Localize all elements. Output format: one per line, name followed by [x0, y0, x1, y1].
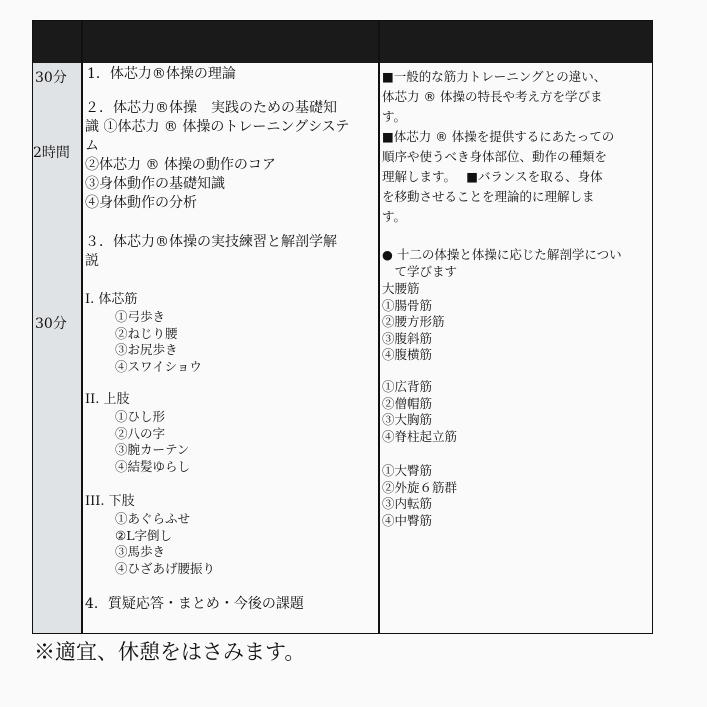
exercise-item: ①あぐらふせ [115, 511, 191, 526]
muscle-item: ③腹斜筋 [382, 330, 433, 346]
group-title: II. 上肢 [85, 392, 130, 407]
exercise-item: ①ひし形 [115, 409, 166, 424]
section-1-title: 1．体芯力®体操の理論 [87, 66, 236, 82]
section-2-line: ２．体芯力®体操 実践のための基礎知 [85, 100, 337, 116]
exercise-item: ②八の字 [115, 425, 166, 441]
overview-line: 体芯力 ® 体操の特長や考え方を学びま [382, 89, 603, 104]
overview-text [382, 67, 614, 227]
exercise-item: ③お尻歩き [115, 342, 178, 357]
muscle-item: ④中臀筋 [382, 512, 433, 528]
program-column [83, 63, 378, 633]
time-label-1: 30分 [35, 70, 67, 86]
exercise-item: ③腕カーテン [115, 442, 190, 457]
section-3-line: 説 [85, 253, 99, 269]
section-2 [85, 99, 349, 213]
muscle-item: ①大臀筋 [382, 463, 433, 478]
time-label-3: 30分 [35, 316, 67, 332]
time-label-2: 2時間 [33, 145, 70, 161]
muscle-list-core [382, 281, 445, 364]
section-2-line: ム [85, 138, 99, 154]
group-upper [85, 391, 190, 475]
overview-line: 順序や使うべき身体部位、動作の種類を [382, 149, 608, 164]
overview-line: 理解します。 ■バランスを取る、身体 [382, 169, 603, 184]
muscle-item: ④脊柱起立筋 [382, 428, 458, 444]
muscle-item: ④腹横筋 [382, 347, 433, 362]
schedule-table [32, 20, 653, 634]
overview-line: す。 [382, 109, 407, 124]
anatomy-intro-line: て学びます [382, 263, 458, 279]
muscle-item: ③大胸筋 [382, 412, 433, 427]
group-title: III. 下肢 [85, 494, 135, 509]
muscle-item: 大腰筋 [382, 281, 420, 296]
overview-line: ■一般的な筋力トレーニングとの違い、 [382, 69, 607, 84]
group-lower [85, 493, 215, 577]
exercise-item: ②ねじり腰 [115, 325, 178, 341]
exercise-item: ④スワイショウ [115, 358, 202, 374]
exercise-item: ②L字倒し [115, 527, 173, 543]
muscle-list-upper [382, 379, 457, 445]
section-2-line: ④身体動作の分析 [85, 195, 197, 211]
muscle-item: ①腸骨筋 [382, 297, 433, 313]
table-header-bar [33, 21, 652, 63]
section-2-line: 識 ①体芯力 ® 体操のトレーニングシステ [85, 119, 350, 135]
exercise-item: ④ひざあげ腰振り [115, 560, 216, 576]
exercise-item: ④結髪ゆらし [115, 458, 191, 474]
muscle-list-lower [382, 463, 457, 529]
overview-line: ■体芯力 ® 体操を提供するにあたっての [382, 129, 615, 144]
section-4-title: 4．質疑応答・まとめ・今後の課題 [85, 596, 304, 612]
muscle-item: ③内転筋 [382, 496, 433, 511]
overview-line: を移動させることを理論的に理解しま [382, 189, 595, 204]
section-2-line: ③身体動作の基礎知識 [85, 176, 225, 192]
group-core [85, 291, 202, 375]
exercise-item: ①弓歩き [115, 309, 166, 324]
muscle-item: ②外旋６筋群 [382, 479, 458, 495]
anatomy-intro [382, 247, 622, 280]
description-column [380, 63, 652, 633]
section-3-line: ３．体芯力®体操の実技練習と解剖学解 [85, 234, 337, 250]
anatomy-intro-line: ● 十二の体操と体操に応じた解剖学につい [382, 247, 622, 262]
group-title: I. 体芯筋 [85, 292, 138, 307]
overview-line: す。 [382, 209, 407, 224]
section-3 [85, 233, 337, 271]
muscle-item: ①広背筋 [382, 379, 433, 394]
muscle-item: ②腰方形筋 [382, 314, 445, 329]
exercise-item: ③馬歩き [115, 544, 166, 559]
muscle-item: ②僧帽筋 [382, 395, 433, 411]
section-2-line: ②体芯力 ® 体操の動作のコア [85, 157, 276, 173]
break-note: ※適宜、休憩をはさみます。 [34, 640, 306, 664]
